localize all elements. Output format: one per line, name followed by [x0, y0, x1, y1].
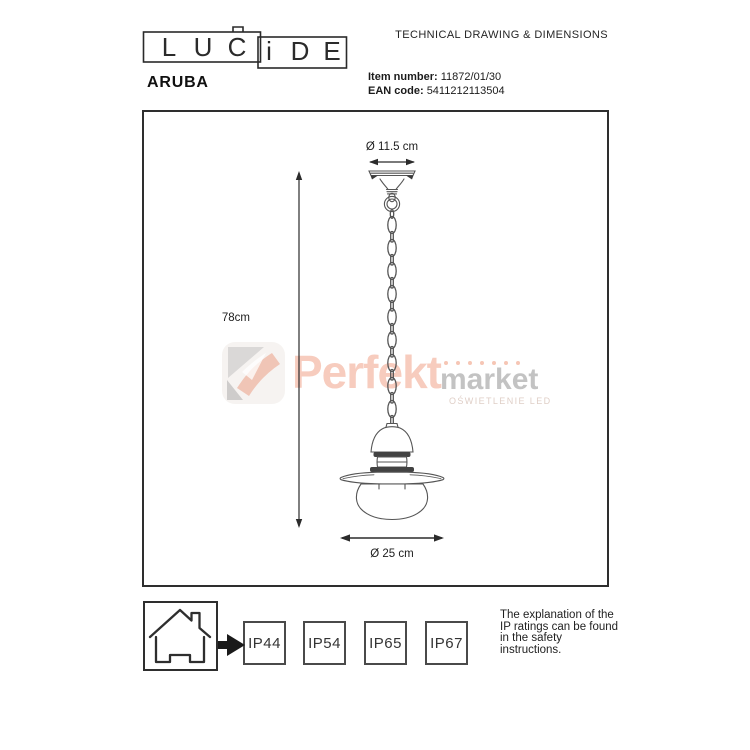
lucide-logo: [142, 25, 348, 71]
lamp-bell-cap: [371, 427, 413, 452]
item-number-row: [368, 70, 505, 84]
watermark-word1: Perfekt: [292, 346, 441, 398]
ip-note-line: The explanation of the: [500, 609, 614, 621]
ip-rating-label: IP54: [308, 634, 341, 652]
logo-letter: L: [161, 32, 177, 62]
item-number-label: Item number:: [368, 71, 438, 83]
item-number-value: 11872/01/30: [440, 71, 502, 83]
ip-note-line: in the safety: [500, 632, 563, 644]
lamp-band-upper: [374, 452, 411, 457]
dim-bottom-label: Ø 25 cm: [370, 548, 414, 560]
product-name: ARUBA: [147, 74, 209, 91]
dim-height-label: 78cm: [221, 312, 250, 324]
ip-rating-box-ip65: [364, 621, 407, 665]
ip-rating-label: IP67: [430, 634, 463, 652]
ip-rating-label: IP65: [369, 634, 402, 652]
hook-link: [389, 193, 395, 201]
ean-value: 5411212113504: [426, 85, 505, 97]
ip-rating-label: IP44: [248, 634, 281, 652]
dim-height-arrow: [296, 171, 302, 528]
indoor-house-box: [143, 601, 218, 671]
ip-note-line: IP ratings can be found: [500, 620, 619, 633]
ean-row: [368, 84, 505, 98]
logo-letter: U: [193, 32, 213, 62]
watermark-tagline: OŚWIETLENIE LED: [449, 396, 552, 406]
ip-rating-box-ip67: [425, 621, 468, 665]
canopy-foot-left: [371, 176, 379, 180]
logo-letter: C: [227, 32, 247, 62]
glass-diffuser: [356, 484, 427, 520]
doc-title: TECHNICAL DRAWING & DIMENSIONS: [395, 29, 608, 41]
watermark-word2: market: [440, 363, 539, 396]
canopy-cone: [380, 179, 388, 190]
ean-label: EAN code:: [368, 85, 424, 97]
ip-rating-box-ip54: [303, 621, 346, 665]
dim-top-arrow: [369, 159, 415, 165]
ip-note-line: instructions.: [500, 643, 562, 656]
logo-letter: E: [323, 36, 341, 66]
logo-letter: i: [266, 36, 272, 66]
lamp-shade: [340, 472, 444, 484]
lamp-band-lower: [370, 467, 414, 472]
chain: [388, 210, 396, 425]
dim-bottom-arrow: [340, 534, 444, 541]
ip-rating-box-ip44: [243, 621, 286, 665]
logo-letter: D: [290, 36, 310, 66]
ip-note: [500, 610, 630, 656]
house-icon: [145, 603, 216, 669]
item-info: [368, 70, 505, 98]
technical-drawing: [142, 110, 605, 583]
canopy-foot-right: [406, 176, 414, 180]
dim-top-label: Ø 11.5 cm: [365, 141, 419, 153]
